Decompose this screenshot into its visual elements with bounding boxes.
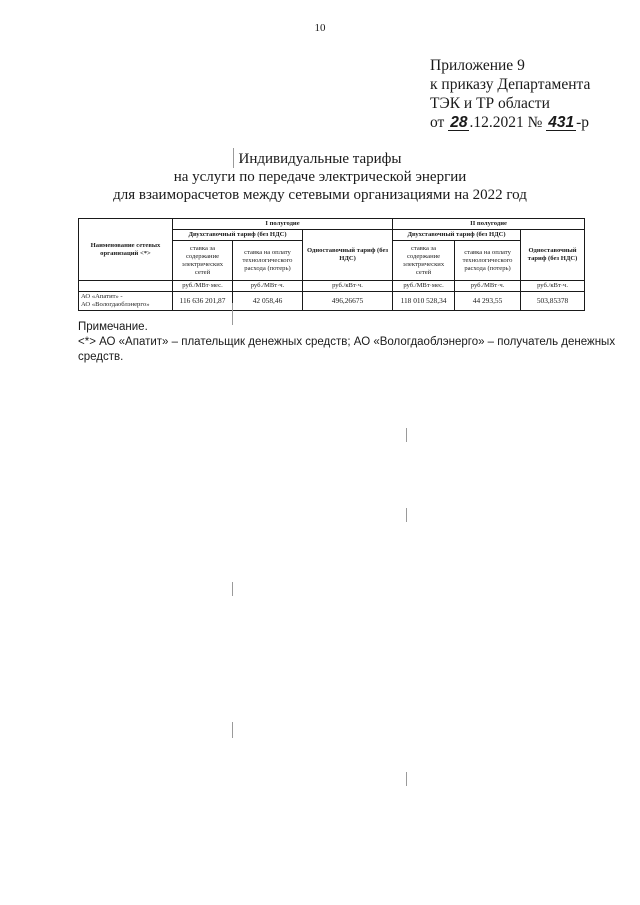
title-line-2: на услуги по передаче электрической энергии <box>173 169 467 185</box>
order-date-rest: .12.2021 № <box>469 114 543 131</box>
value-one-h2: 503,85378 <box>521 292 585 311</box>
title-line-3: для взаиморасчетов между сетевыми организациями на 2022 год <box>113 187 527 203</box>
header-one-part-h1: Одноставочный тариф (без НДС) <box>303 230 393 281</box>
unit-losses-h2: руб./МВт·ч. <box>455 281 521 292</box>
appendix-line-1: Приложение 9 <box>430 57 525 74</box>
scan-mark <box>406 508 407 522</box>
value-one-h1: 496,26675 <box>303 292 393 311</box>
unit-one-h1: руб./кВт·ч. <box>303 281 393 292</box>
appendix-header <box>430 56 590 132</box>
title-line-1: Индивидуальные тарифы <box>238 151 402 167</box>
header-organizations: Наименование сетевых организаций <*> <box>79 219 173 281</box>
header-one-part-h2: Одноставочный тариф (без НДС) <box>521 230 585 281</box>
scan-mark <box>233 148 234 168</box>
value-maintenance-h1: 116 636 201,87 <box>173 292 233 311</box>
scan-mark <box>406 428 407 442</box>
header-maintenance-h1: ставка за содержание электрических сетей <box>173 241 233 281</box>
page-number: 10 <box>314 22 326 34</box>
value-maintenance-h2: 118 010 528,34 <box>393 292 455 311</box>
unit-one-h2: руб./кВт·ч. <box>521 281 585 292</box>
order-suffix: -р <box>576 114 590 131</box>
header-half-2: II полугодие <box>393 219 585 230</box>
appendix-line-2: к приказу Департамента <box>430 76 591 93</box>
header-losses-h1: ставка на оплату технологического расхода (потерь) <box>233 241 303 281</box>
header-two-part-h1: Двухставочный тариф (без НДС) <box>173 230 303 241</box>
unit-empty <box>79 281 173 292</box>
appendix-line-3: ТЭК и ТР области <box>430 95 550 112</box>
document-title <box>0 150 640 204</box>
unit-losses-h1: руб./МВт·ч. <box>233 281 303 292</box>
row-name-line-1: АО «Апатит» - <box>81 293 123 300</box>
note-heading: Примечание. <box>78 321 148 333</box>
unit-maintenance-h1: руб./МВт·мес. <box>173 281 233 292</box>
header-half-1: I полугодие <box>173 219 393 230</box>
date-prefix: от <box>430 114 445 131</box>
header-maintenance-h2: ставка за содержание электрических сетей <box>393 241 455 281</box>
note-block <box>78 320 640 365</box>
note-text: <*> АО «Апатит» – плательщик денежных средств; АО «Вологдаоблэнерго» – получатель денежных средств. <box>78 336 616 363</box>
appendix-date-line <box>430 113 590 132</box>
order-day: 28 <box>450 114 468 131</box>
order-number: 431 <box>548 114 575 131</box>
header-two-part-h2: Двухставочный тариф (без НДС) <box>393 230 521 241</box>
tariffs-table <box>78 218 585 311</box>
scan-mark <box>232 722 233 738</box>
scan-mark <box>232 303 233 325</box>
scan-mark <box>406 772 407 786</box>
value-losses-h2: 44 293,55 <box>455 292 521 311</box>
row-organizations <box>79 292 173 311</box>
header-losses-h2: ставка на оплату технологического расхода (потерь) <box>455 241 521 281</box>
unit-maintenance-h2: руб./МВт·мес. <box>393 281 455 292</box>
row-name-line-2: АО «Вологдаоблэнерго» <box>81 301 150 308</box>
table-row <box>79 292 585 311</box>
value-losses-h1: 42 058,46 <box>233 292 303 311</box>
scan-mark <box>232 582 233 596</box>
